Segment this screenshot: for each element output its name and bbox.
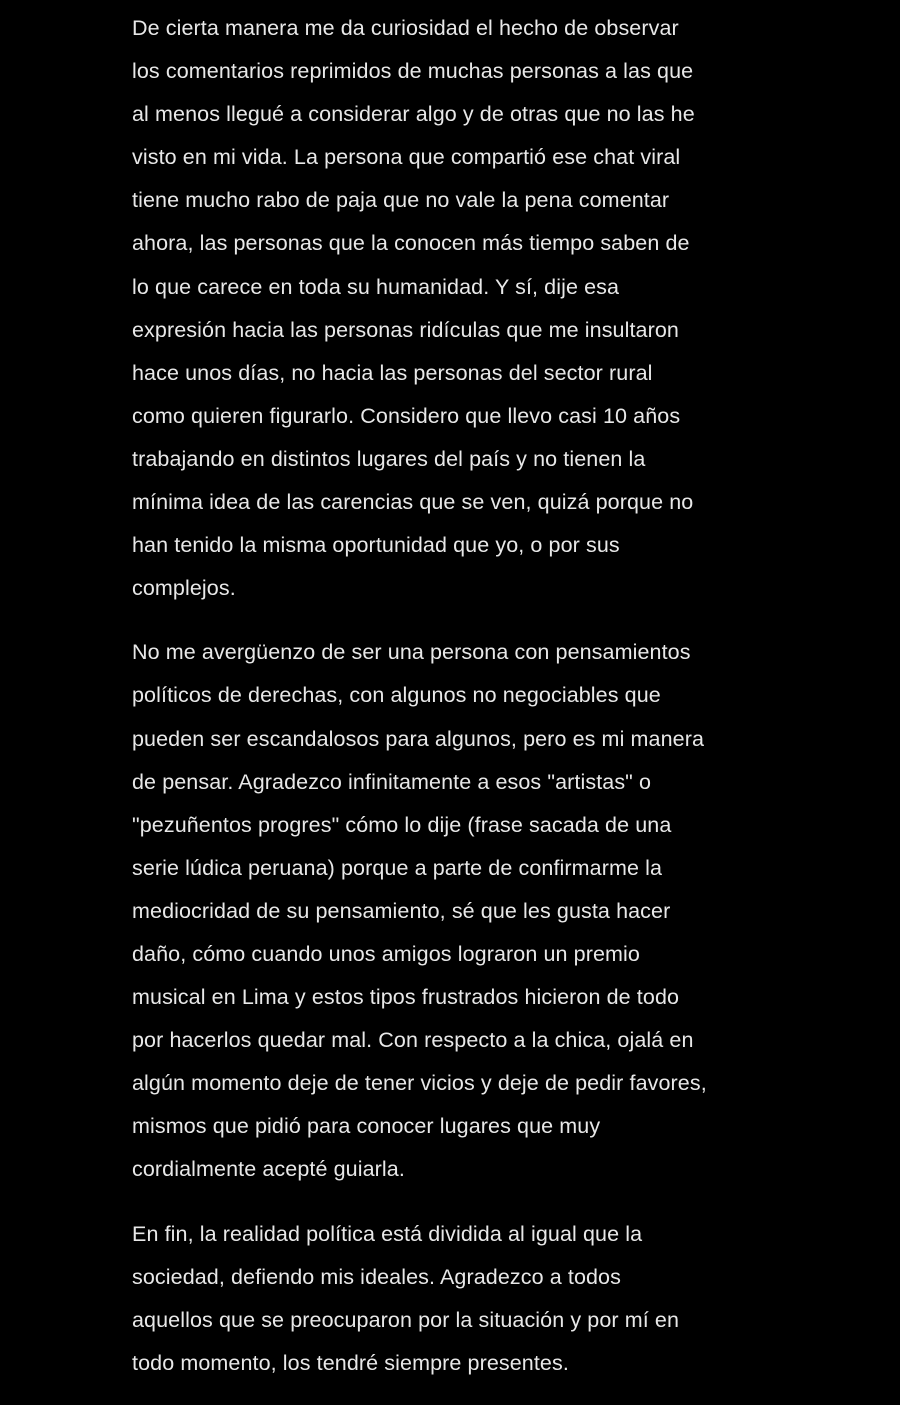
text-line: En fin, la realidad política está dividida al igual que la: [132, 1221, 643, 1246]
text-line: expresión hacia las personas ridículas que me insultaron: [132, 317, 679, 342]
text-line: daño, cómo cuando unos amigos lograron un premio: [132, 941, 640, 966]
text-line: al menos llegué a considerar algo y de otras que no las he: [132, 102, 695, 127]
text-line: de pensar. Agradezco infinitamente a esos "artistas" o: [132, 769, 652, 794]
text-line: algún momento deje de tener vicios y deje de pedir favores,: [132, 1071, 707, 1096]
text-line: ahora, las personas que la conocen más tiempo saben de: [132, 231, 690, 256]
text-line: como quieren figurarlo. Considero que llevo casi 10 años: [132, 403, 681, 428]
text-line: pueden ser escandalosos para algunos, pero es mi manera: [132, 726, 705, 751]
paragraph-1: [132, 7, 782, 610]
document-body: [132, 7, 782, 1385]
text-line: serie lúdica peruana) porque a parte de confirmarme la: [132, 855, 663, 880]
text-line: mismos que pidió para conocer lugares que muy: [132, 1114, 601, 1139]
text-line: De cierta manera me da curiosidad el hecho de observar: [132, 16, 679, 40]
text-line: políticos de derechas, con algunos no negociables que: [132, 683, 661, 708]
text-line: han tenido la misma oportunidad que yo, o por sus: [132, 533, 620, 558]
text-line: sociedad, defiendo mis ideales. Agradezco a todos: [132, 1264, 621, 1289]
text-line: complejos.: [132, 576, 236, 601]
text-line: musical en Lima y estos tipos frustrados hicieron de todo: [132, 985, 680, 1010]
paragraph-2: [132, 631, 782, 1191]
text-line: tiene mucho rabo de paja que no vale la pena comentar: [132, 188, 670, 213]
text-line: No me avergüenzo de ser una persona con pensamientos: [132, 640, 691, 665]
text-line: hace unos días, no hacia las personas del sector rural: [132, 360, 653, 385]
text-line: mediocridad de su pensamiento, sé que les gusta hacer: [132, 898, 671, 923]
paragraph-3: [132, 1213, 782, 1385]
text-line: todo momento, los tendré siempre presentes.: [132, 1350, 569, 1375]
text-line: aquellos que se preocuparon por la situación y por mí en: [132, 1307, 680, 1332]
text-line: cordialmente acepté guiarla.: [132, 1157, 405, 1182]
text-line: los comentarios reprimidos de muchas personas a las que: [132, 59, 694, 84]
text-line: mínima idea de las carencias que se ven, quizá porque no: [132, 490, 694, 515]
text-line: visto en mi vida. La persona que compartió ese chat viral: [132, 145, 681, 170]
text-line: "pezuñentos progres" cómo lo dije (frase sacada de una: [132, 812, 672, 837]
text-line: lo que carece en toda su humanidad. Y sí, dije esa: [132, 274, 620, 299]
text-line: trabajando en distintos lugares del país y no tienen la: [132, 446, 646, 471]
text-line: por hacerlos quedar mal. Con respecto a la chica, ojalá en: [132, 1028, 694, 1053]
